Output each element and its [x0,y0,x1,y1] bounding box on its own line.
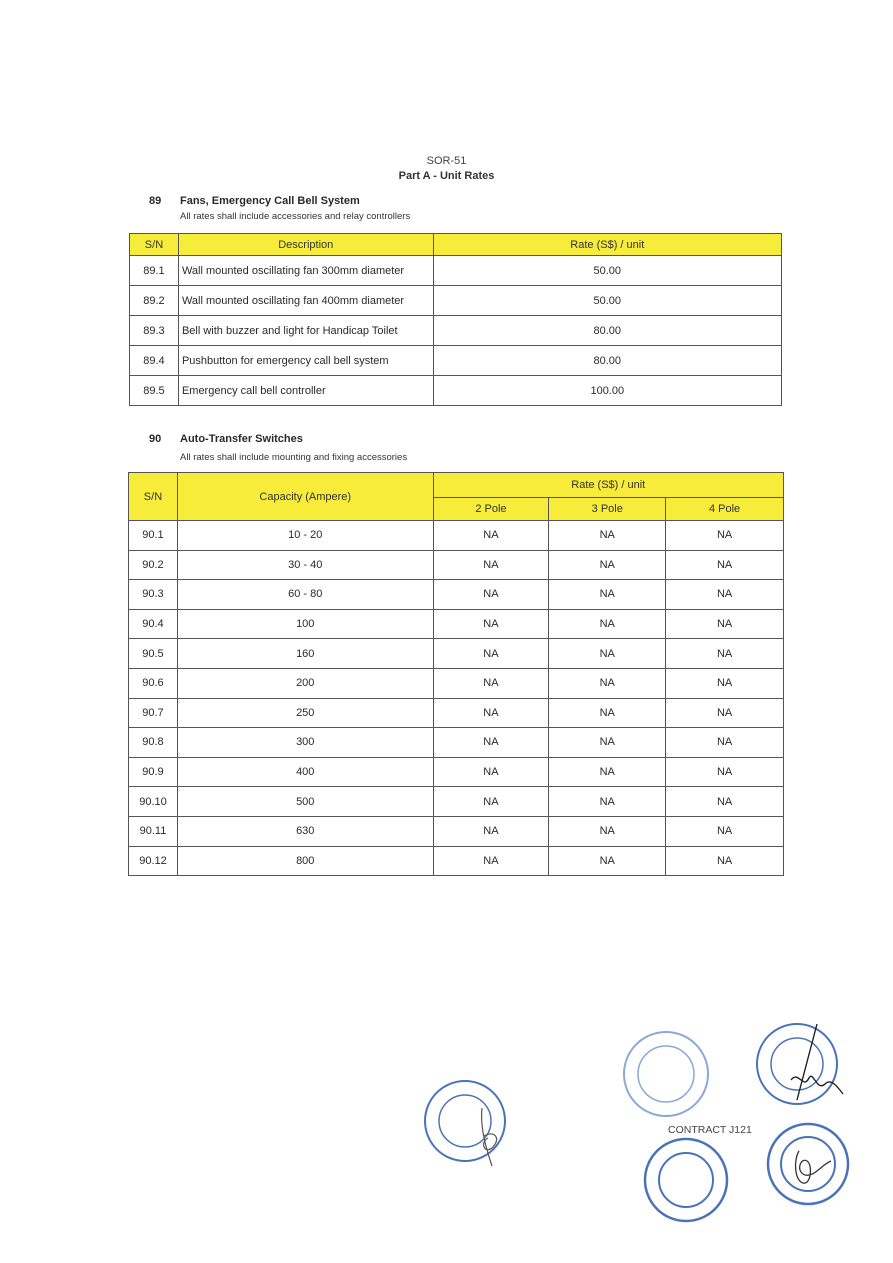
row-capacity: 250 [177,698,433,728]
header-rate: Rate (S$) / unit [433,234,781,256]
row-description: Emergency call bell controller [178,376,433,406]
row-capacity: 160 [177,639,433,669]
table-row [130,376,782,406]
section-90-number: 90 [149,433,162,445]
row-sn: 90.8 [129,728,178,758]
fans-bell-rates-table [129,233,782,406]
row-2-pole: NA [433,668,549,698]
row-3-pole: NA [549,846,666,876]
header-sn: S/N [130,234,179,256]
section-90-title: Auto-Transfer Switches [180,433,303,445]
table-row [129,787,784,817]
row-4-pole: NA [666,728,784,758]
row-2-pole: NA [433,550,549,580]
row-2-pole: NA [433,757,549,787]
section-90-note: All rates shall include mounting and fixing accessories [180,452,408,463]
row-capacity: 500 [177,787,433,817]
section-89-title: Fans, Emergency Call Bell System [180,195,360,207]
row-sn: 89.5 [130,376,179,406]
row-3-pole: NA [549,757,666,787]
bnl-company-stamp-2 [620,1028,712,1120]
document-code: SOR-51 [426,155,467,167]
row-sn: 90.9 [129,757,178,787]
header-3-pole: 3 Pole [549,498,666,521]
row-description: Bell with buzzer and light for Handicap Toilet [178,316,433,346]
table-row [129,639,784,669]
row-3-pole: NA [549,668,666,698]
table-row [129,846,784,876]
table-row [129,698,784,728]
row-3-pole: NA [549,639,666,669]
table-row [130,256,782,286]
row-4-pole: NA [666,521,784,551]
row-sn: 89.4 [130,346,179,376]
table-row [129,609,784,639]
table-row [129,816,784,846]
row-4-pole: NA [666,787,784,817]
row-capacity: 800 [177,846,433,876]
row-2-pole: NA [433,639,549,669]
row-3-pole: NA [549,698,666,728]
row-sn: 89.1 [130,256,179,286]
lotte-company-stamp-1 [641,1137,733,1223]
row-2-pole: NA [433,728,549,758]
row-description: Wall mounted oscillating fan 300mm diameter [178,256,433,286]
row-4-pole: NA [666,757,784,787]
lotte-company-stamp-signed [765,1121,853,1207]
row-sn: 90.6 [129,668,178,698]
section-89-note: All rates shall include accessories and relay controllers [180,211,411,222]
row-2-pole: NA [433,816,549,846]
table-row [130,316,782,346]
document-part-title: Part A - Unit Rates [398,170,495,182]
row-4-pole: NA [666,550,784,580]
row-sn: 90.3 [129,580,178,610]
row-sn: 90.7 [129,698,178,728]
bnl-company-stamp-signed [753,1020,848,1110]
row-2-pole: NA [433,609,549,639]
row-rate: 50.00 [433,256,781,286]
row-capacity: 400 [177,757,433,787]
table-row [130,346,782,376]
row-sn: 89.2 [130,286,179,316]
table-row [129,580,784,610]
row-2-pole: NA [433,846,549,876]
row-3-pole: NA [549,521,666,551]
table-row [129,550,784,580]
row-capacity: 30 - 40 [177,550,433,580]
row-4-pole: NA [666,668,784,698]
table-row [129,668,784,698]
row-3-pole: NA [549,787,666,817]
row-3-pole: NA [549,580,666,610]
row-rate: 100.00 [433,376,781,406]
header-4-pole: 4 Pole [666,498,784,521]
row-capacity: 300 [177,728,433,758]
row-sn: 89.3 [130,316,179,346]
row-3-pole: NA [549,816,666,846]
ats-rates-table [128,472,784,876]
row-2-pole: NA [433,580,549,610]
row-3-pole: NA [549,550,666,580]
table-row [130,286,782,316]
row-2-pole: NA [433,698,549,728]
row-rate: 50.00 [433,286,781,316]
row-rate: 80.00 [433,316,781,346]
row-3-pole: NA [549,728,666,758]
row-sn: 90.12 [129,846,178,876]
section-89-number: 89 [149,195,162,207]
table-row [129,728,784,758]
header-rate: Rate (S$) / unit [433,473,783,498]
row-capacity: 200 [177,668,433,698]
row-4-pole: NA [666,698,784,728]
row-2-pole: NA [433,787,549,817]
header-sn: S/N [129,473,178,521]
row-3-pole: NA [549,609,666,639]
row-sn: 90.2 [129,550,178,580]
row-4-pole: NA [666,580,784,610]
row-sn: 90.1 [129,521,178,551]
row-4-pole: NA [666,639,784,669]
header-capacity: Capacity (Ampere) [177,473,433,521]
row-sn: 90.4 [129,609,178,639]
row-rate: 80.00 [433,346,781,376]
row-description: Wall mounted oscillating fan 400mm diameter [178,286,433,316]
row-4-pole: NA [666,609,784,639]
header-description: Description [178,234,433,256]
row-sn: 90.10 [129,787,178,817]
contract-number: CONTRACT J121 [668,1124,752,1136]
bnl-company-stamp-1 [422,1078,512,1168]
row-4-pole: NA [666,816,784,846]
row-sn: 90.5 [129,639,178,669]
row-description: Pushbutton for emergency call bell system [178,346,433,376]
row-sn: 90.11 [129,816,178,846]
row-4-pole: NA [666,846,784,876]
row-capacity: 10 - 20 [177,521,433,551]
row-capacity: 630 [177,816,433,846]
header-2-pole: 2 Pole [433,498,549,521]
row-capacity: 100 [177,609,433,639]
row-2-pole: NA [433,521,549,551]
table-row [129,521,784,551]
row-capacity: 60 - 80 [177,580,433,610]
table-row [129,757,784,787]
